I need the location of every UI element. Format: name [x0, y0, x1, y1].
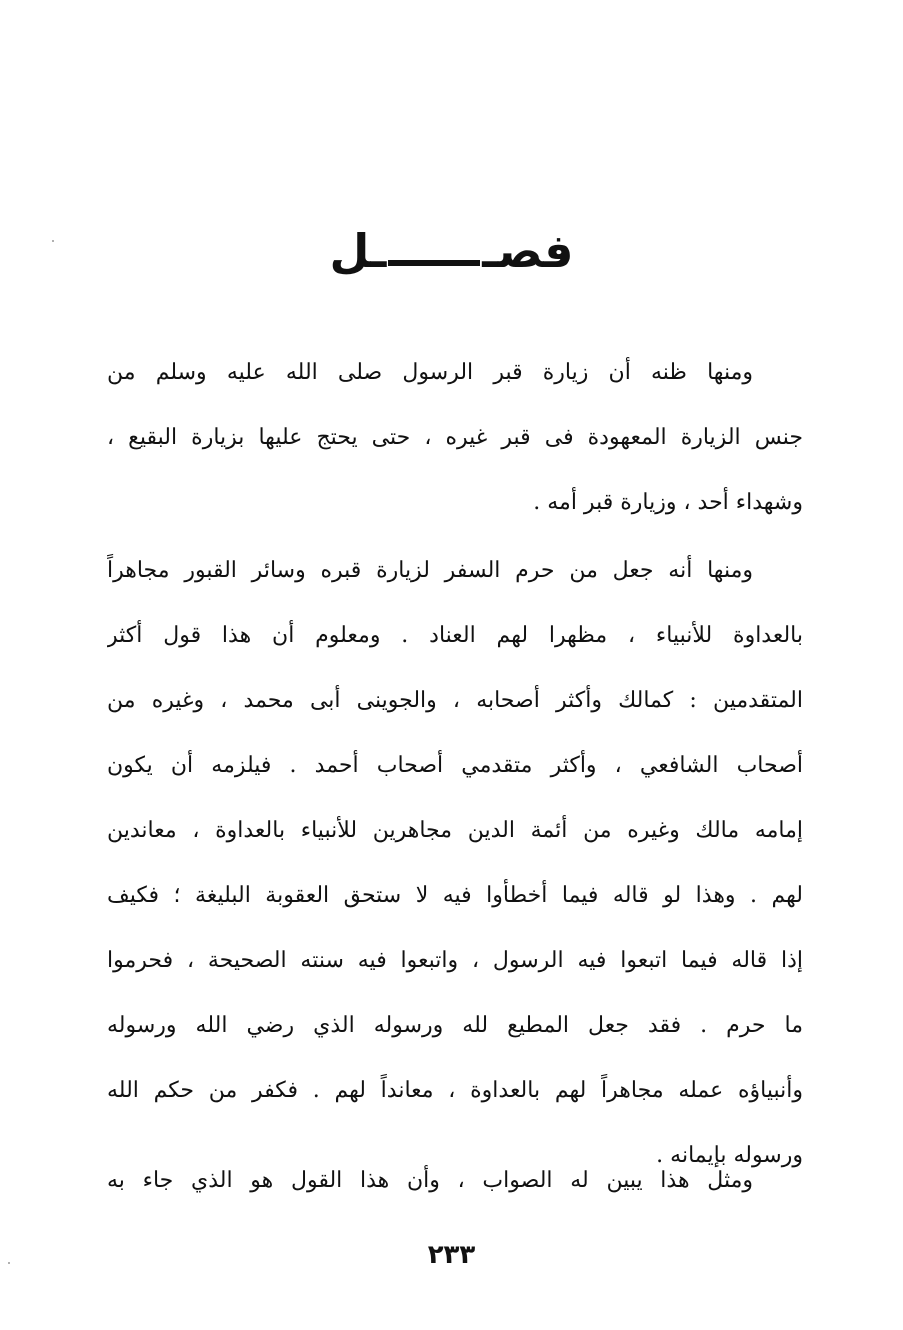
heading-text-end: ـل [329, 224, 387, 278]
text-line: ومنها أنه جعل من حرم السفر لزيارة قبره وسائر القبور مجاهراً [107, 558, 753, 583]
page-number: ٢٣٣ [427, 1240, 476, 1270]
text-line: إمامه مالك وغيره من أئمة الدين مجاهرين للأنبياء بالعداوة ، معاندين [107, 818, 803, 843]
text-line: إذا قاله فيما اتبعوا فيه الرسول ، واتبعوا فيه سنته الصحيحة ، فحرموا [107, 948, 803, 973]
paragraph-1 [107, 340, 803, 535]
margin-speck [52, 240, 54, 242]
text-line: جنس الزيارة المعهودة فى قبر غيره ، حتى يحتج عليها بزيارة البقيع ، [107, 425, 803, 450]
section-heading [0, 224, 903, 278]
heading-text-start: فصـ [482, 224, 574, 278]
text-line: ومثل هذا يبين له الصواب ، وأن هذا القول هو الذي جاء به [107, 1168, 753, 1193]
text-line: ومنها ظنه أن زيارة قبر الرسول صلى الله عليه وسلم من [107, 360, 753, 385]
text-line: ما حرم . فقد جعل المطيع لله ورسوله الذي رضي الله ورسوله [107, 1013, 803, 1038]
text-line: بالعداوة للأنبياء ، مظهرا لهم العناد . ومعلوم أن هذا قول أكثر [107, 623, 803, 648]
text-line: ورسوله بإيمانه . [656, 1143, 803, 1168]
paragraph-2 [107, 538, 803, 1188]
text-line: وشهداء أحد ، وزيارة قبر أمه . [533, 490, 803, 515]
text-line: وأنبياؤه عمله مجاهراً لهم بالعداوة ، معانداً لهم . فكفر من حكم الله [107, 1078, 803, 1103]
text-line: لهم . وهذا لو قاله فيما أخطأوا فيه لا ستحق العقوبة البليغة ؛ فكيف [107, 883, 803, 908]
heading-kashida-bar [388, 260, 480, 266]
text-line: أصحاب الشافعي ، وأكثر متقدمي أصحاب أحمد . فيلزمه أن يكون [107, 753, 803, 778]
text-line: المتقدمين : كمالك وأكثر أصحابه ، والجوينى أبى محمد ، وغيره من [107, 688, 803, 713]
margin-speck [8, 1262, 10, 1264]
paragraph-3 [107, 1148, 803, 1213]
